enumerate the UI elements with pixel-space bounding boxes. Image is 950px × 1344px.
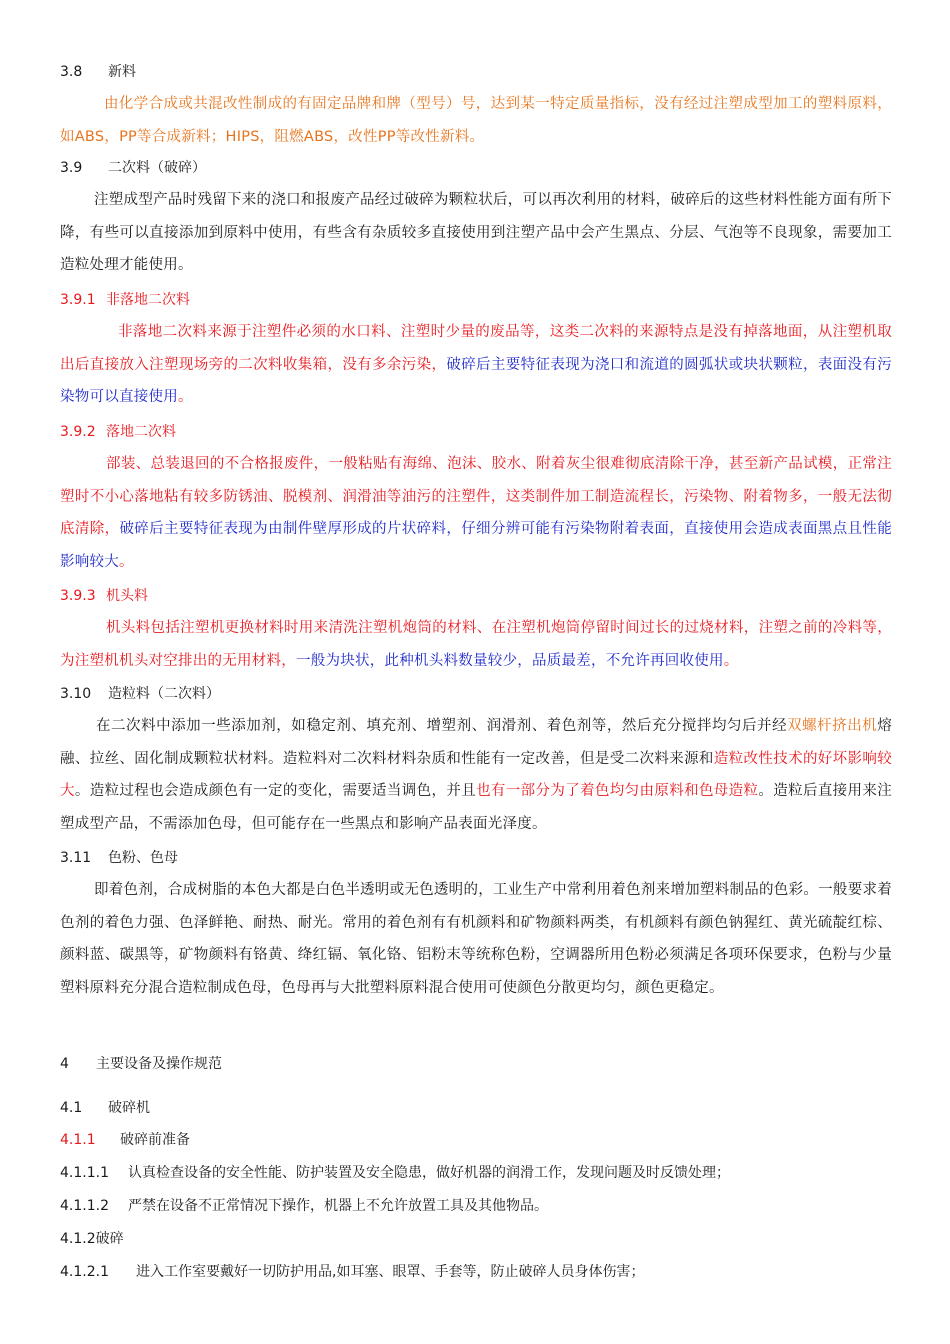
section-number: 4.1.1.1 — [60, 1165, 109, 1181]
text-run: 在二次料中添加一些添加剂，如稳定剂、填充剂、增塑剂、润滑剂、着色剂等，然后充分搅拌均匀后并经 — [96, 718, 788, 734]
section-title: 破碎前准备 — [120, 1132, 190, 1148]
heading-4-1 — [60, 1098, 150, 1118]
heading-4-1-2 — [60, 1229, 124, 1249]
text-run: 破碎后主要特征表现为由制件壁厚形成的片状碎料，仔细分辨可能有污染物附着表面，直接使用会造成表面黑点且性能影响较大 — [60, 521, 892, 570]
text-run: 注塑成型产品时残留下来的浇口和报废产品经过破碎为颗粒状后，可以再次利用的材料，破碎后的这些材料性能方面有所下降，有些可以直接添加到原料中使用，有些含有杂质较多直接使用到注塑产品中会产生黑点、分层、气泡等不良现象，需要加工造粒处理才能使用。 — [60, 192, 892, 273]
heading-3-9-3 — [60, 586, 148, 606]
item-4-1-2-1 — [60, 1262, 644, 1282]
section-title: 色粉、色母 — [108, 850, 178, 866]
item-text: 认真检查设备的安全性能、防护装置及安全隐患，做好机器的润滑工作，发现问题及时反馈处理； — [128, 1165, 730, 1181]
section-title: 主要设备及操作规范 — [96, 1056, 222, 1072]
text-run: 双螺杆挤出机 — [787, 718, 878, 734]
section-number: 3.10 — [60, 686, 92, 702]
paragraph-pelletized-material — [60, 710, 892, 840]
text-run: 也有一部分为了着色均匀由原料和色母造粒 — [476, 783, 759, 799]
section-number: 4.1.1 — [60, 1132, 96, 1148]
text-run: 一般为块状，此种机头料数量较少，品质最差，不允许再回收使用 — [296, 652, 724, 669]
section-number: 4.1.2 — [60, 1231, 96, 1247]
item-text: 进入工作室要戴好一切防护用品,如耳塞、眼罩、手套等，防止破碎人员身体伤害； — [136, 1264, 645, 1280]
section-number: 3.8 — [60, 64, 83, 80]
paragraph-floor-regrind — [60, 448, 892, 578]
section-title: 新料 — [108, 64, 136, 80]
section-title: 破碎 — [95, 1231, 124, 1247]
section-number: 3.9.2 — [60, 424, 96, 440]
text-run: 。造粒过程也会造成颜色有一定的变化，需要适当调色，并且 — [74, 783, 477, 799]
item-4-1-1-1 — [60, 1163, 730, 1183]
heading-4 — [60, 1054, 222, 1074]
text-run: 。 — [119, 553, 134, 570]
text-run: 由化学合成或共混改性制成的有固定品牌和牌（型号）号，达到某一特定质量指标，没有经过注塑成型加工的塑料原料，如ABS，PP等合成新料；HIPS，阻燃ABS，改性PP等改性新料。 — [60, 96, 892, 145]
heading-3-9-2 — [60, 422, 176, 442]
paragraph-purge-material — [60, 612, 892, 677]
text-run: 。 — [178, 389, 193, 405]
section-title: 二次料（破碎） — [108, 160, 206, 176]
text-run: 非落地二次料来源于注塑件必须的水口料、注塑时少量的废品等，这类二次料的来源特点是没有掉落地面，从注塑机取出后直接放入注塑现场旁的二次料收集箱，没有多余污染， — [60, 324, 892, 373]
heading-3-11 — [60, 848, 178, 868]
heading-3-9 — [60, 158, 206, 178]
section-number: 4.1.1.2 — [60, 1198, 109, 1214]
section-number: 3.9.1 — [60, 292, 96, 308]
paragraph-colorants — [60, 874, 892, 1004]
section-number: 3.11 — [60, 850, 92, 866]
heading-3-8 — [60, 62, 136, 82]
section-title: 非落地二次料 — [106, 292, 190, 308]
text-run: 部装、总装退回的不合格报废件，一般粘贴有海绵、泡沫、胶水、附着灰尘很难彻底清除干净，甚至新产品试模，正常注塑时不小心落地粘有较多防锈油、脱模剂、润滑油等油污的注塑件，这类制件加工制造流程长，污染物、附着物多，一般无法彻底清除， — [60, 456, 892, 537]
text-run: 。 — [723, 652, 739, 669]
heading-3-9-1 — [60, 290, 190, 310]
text-run: 破碎后主要特征表现为浇口和流道的圆弧状或块状颗粒，表面没有污染物可以直接使用 — [60, 356, 893, 405]
section-number: 4.1.2.1 — [60, 1264, 109, 1280]
item-text: 严禁在设备不正常情况下操作，机器上不允许放置工具及其他物品。 — [128, 1198, 548, 1214]
paragraph-new-material — [60, 88, 892, 153]
paragraph-regrind — [60, 184, 892, 282]
item-4-1-1-2 — [60, 1196, 548, 1216]
section-title: 落地二次料 — [106, 424, 176, 440]
text-run: 。造粒后直接用来注塑成型产品，不需添加色母，但可能存在一些黑点和影响产品表面光泽度。 — [60, 783, 893, 832]
text-run: 即着色剂，合成树脂的本色大都是白色半透明或无色透明的，工业生产中常利用着色剂来增加塑料制品的色彩。一般要求着色剂的着色力强、色泽鲜艳、耐热、耐光。常用的着色剂有有机颜料和矿物颜料两类，有机颜料有颜色钠猩红、黄光硫靛红棕、颜料蓝、碳黑等，矿物颜料有铬黄、绛红镉、氧化铬、铝粉末等统称色粉，空调器所用色粉必须满足各项环保要求，色粉与少量塑料原料充分混合造粒制成色母，色母再与大批塑料原料混合使用可使颜色分散更均匀，颜色更稳定。 — [60, 882, 892, 996]
section-title: 机头料 — [106, 588, 148, 604]
section-number: 4.1 — [60, 1100, 83, 1116]
section-title: 破碎机 — [108, 1100, 150, 1116]
section-number: 3.9.3 — [60, 588, 96, 604]
heading-4-1-1 — [60, 1130, 190, 1150]
section-number: 4 — [60, 1056, 69, 1072]
text-run: 机头料包括注塑机更换材料时用来清洗注塑机炮筒的材料、在注塑机炮筒停留时间过长的过烧材料，注塑之前的冷料等，为注塑机机头对空排出的无用材料， — [60, 620, 892, 669]
paragraph-non-floor-regrind — [60, 316, 892, 414]
heading-3-10 — [60, 684, 220, 704]
text-run: 熔融、拉丝、固化制成颗粒状材料。造粒料对二次料材料杂质和性能有一定改善，但是受二次料来源和 — [60, 718, 893, 767]
section-number: 3.9 — [60, 160, 83, 176]
section-title: 造粒料（二次料） — [108, 686, 220, 702]
text-run: 造粒改性技术的好坏影响较大 — [60, 750, 892, 799]
